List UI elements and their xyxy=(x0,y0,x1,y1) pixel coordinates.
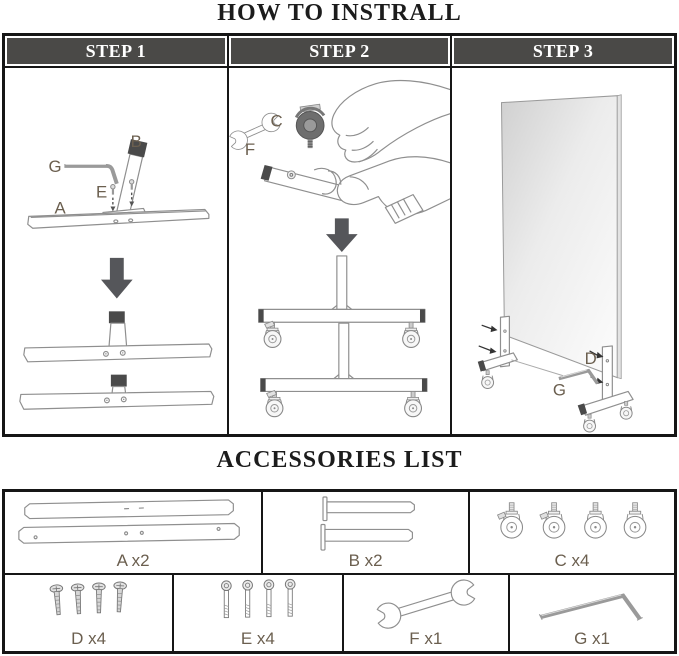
accessory-label-g: G x1 xyxy=(574,629,610,649)
step3-diagram xyxy=(452,68,674,434)
accessories-row-2 xyxy=(5,575,674,651)
crossbar-x2-icon xyxy=(10,494,256,551)
step1-panel xyxy=(5,68,229,434)
step1-header xyxy=(5,36,229,66)
wrench-icon xyxy=(347,577,505,629)
step3-panel xyxy=(452,68,674,434)
step3-header-label: STEP 3 xyxy=(454,38,672,64)
steps-header-row xyxy=(5,36,674,68)
allen-key-icon xyxy=(513,577,670,629)
page-title: HOW TO INSTRALL xyxy=(217,0,462,26)
part-label-f: F xyxy=(244,140,255,160)
step1-header-label: STEP 1 xyxy=(7,38,225,64)
steps-body-row xyxy=(5,68,674,434)
accessory-label-d: D x4 xyxy=(71,629,107,649)
accessories-title: ACCESSORIES LIST xyxy=(216,447,463,473)
accessories-table xyxy=(2,489,677,654)
accessory-label-f: F x1 xyxy=(409,629,443,649)
accessory-cell-g xyxy=(510,575,674,651)
down-arrow-icon xyxy=(101,258,133,299)
down-arrow-icon xyxy=(326,218,358,252)
step2-diagram xyxy=(229,68,451,434)
part-label-g: G xyxy=(553,380,567,400)
accessory-cell-d xyxy=(5,575,174,651)
accessory-cell-f xyxy=(344,575,511,651)
step2-panel xyxy=(229,68,453,434)
part-label-e: E xyxy=(96,182,108,202)
screw-icon xyxy=(110,185,115,212)
mirror xyxy=(502,95,622,379)
accessory-cell-b xyxy=(263,492,470,573)
part-label-d: D xyxy=(584,348,598,368)
accessories-row-1 xyxy=(5,492,674,575)
post-x2-icon xyxy=(267,494,464,551)
assembled-t-bar xyxy=(24,311,212,361)
caster-x4-icon xyxy=(474,494,670,551)
wheeled-base-assembly xyxy=(260,323,426,416)
caster-icon xyxy=(296,104,324,148)
accessory-label-a: A x2 xyxy=(116,551,150,571)
part-label-c: C xyxy=(270,111,283,131)
steps-table xyxy=(2,33,677,437)
screw-x4-icon xyxy=(8,577,169,629)
step3-header xyxy=(452,36,674,66)
part-label-a: A xyxy=(54,198,66,218)
accessory-label-e: E x4 xyxy=(240,629,275,649)
accessory-label-b: B x2 xyxy=(348,551,383,571)
accessory-cell-e xyxy=(174,575,343,651)
accessory-label-c: C x4 xyxy=(554,551,590,571)
assembled-t-bar xyxy=(20,375,214,410)
step2-header xyxy=(229,36,453,66)
allen-key-icon xyxy=(64,165,116,184)
hand-holding-bar xyxy=(260,157,450,224)
bolt-x4-icon xyxy=(178,577,339,629)
part-label-g: G xyxy=(48,156,62,176)
accessory-cell-c xyxy=(470,492,674,573)
step2-header-label: STEP 2 xyxy=(231,38,449,64)
accessory-cell-a xyxy=(5,492,263,573)
part-label-b: B xyxy=(130,132,142,152)
step1-diagram xyxy=(5,68,227,434)
hand-holding-caster xyxy=(296,80,450,161)
